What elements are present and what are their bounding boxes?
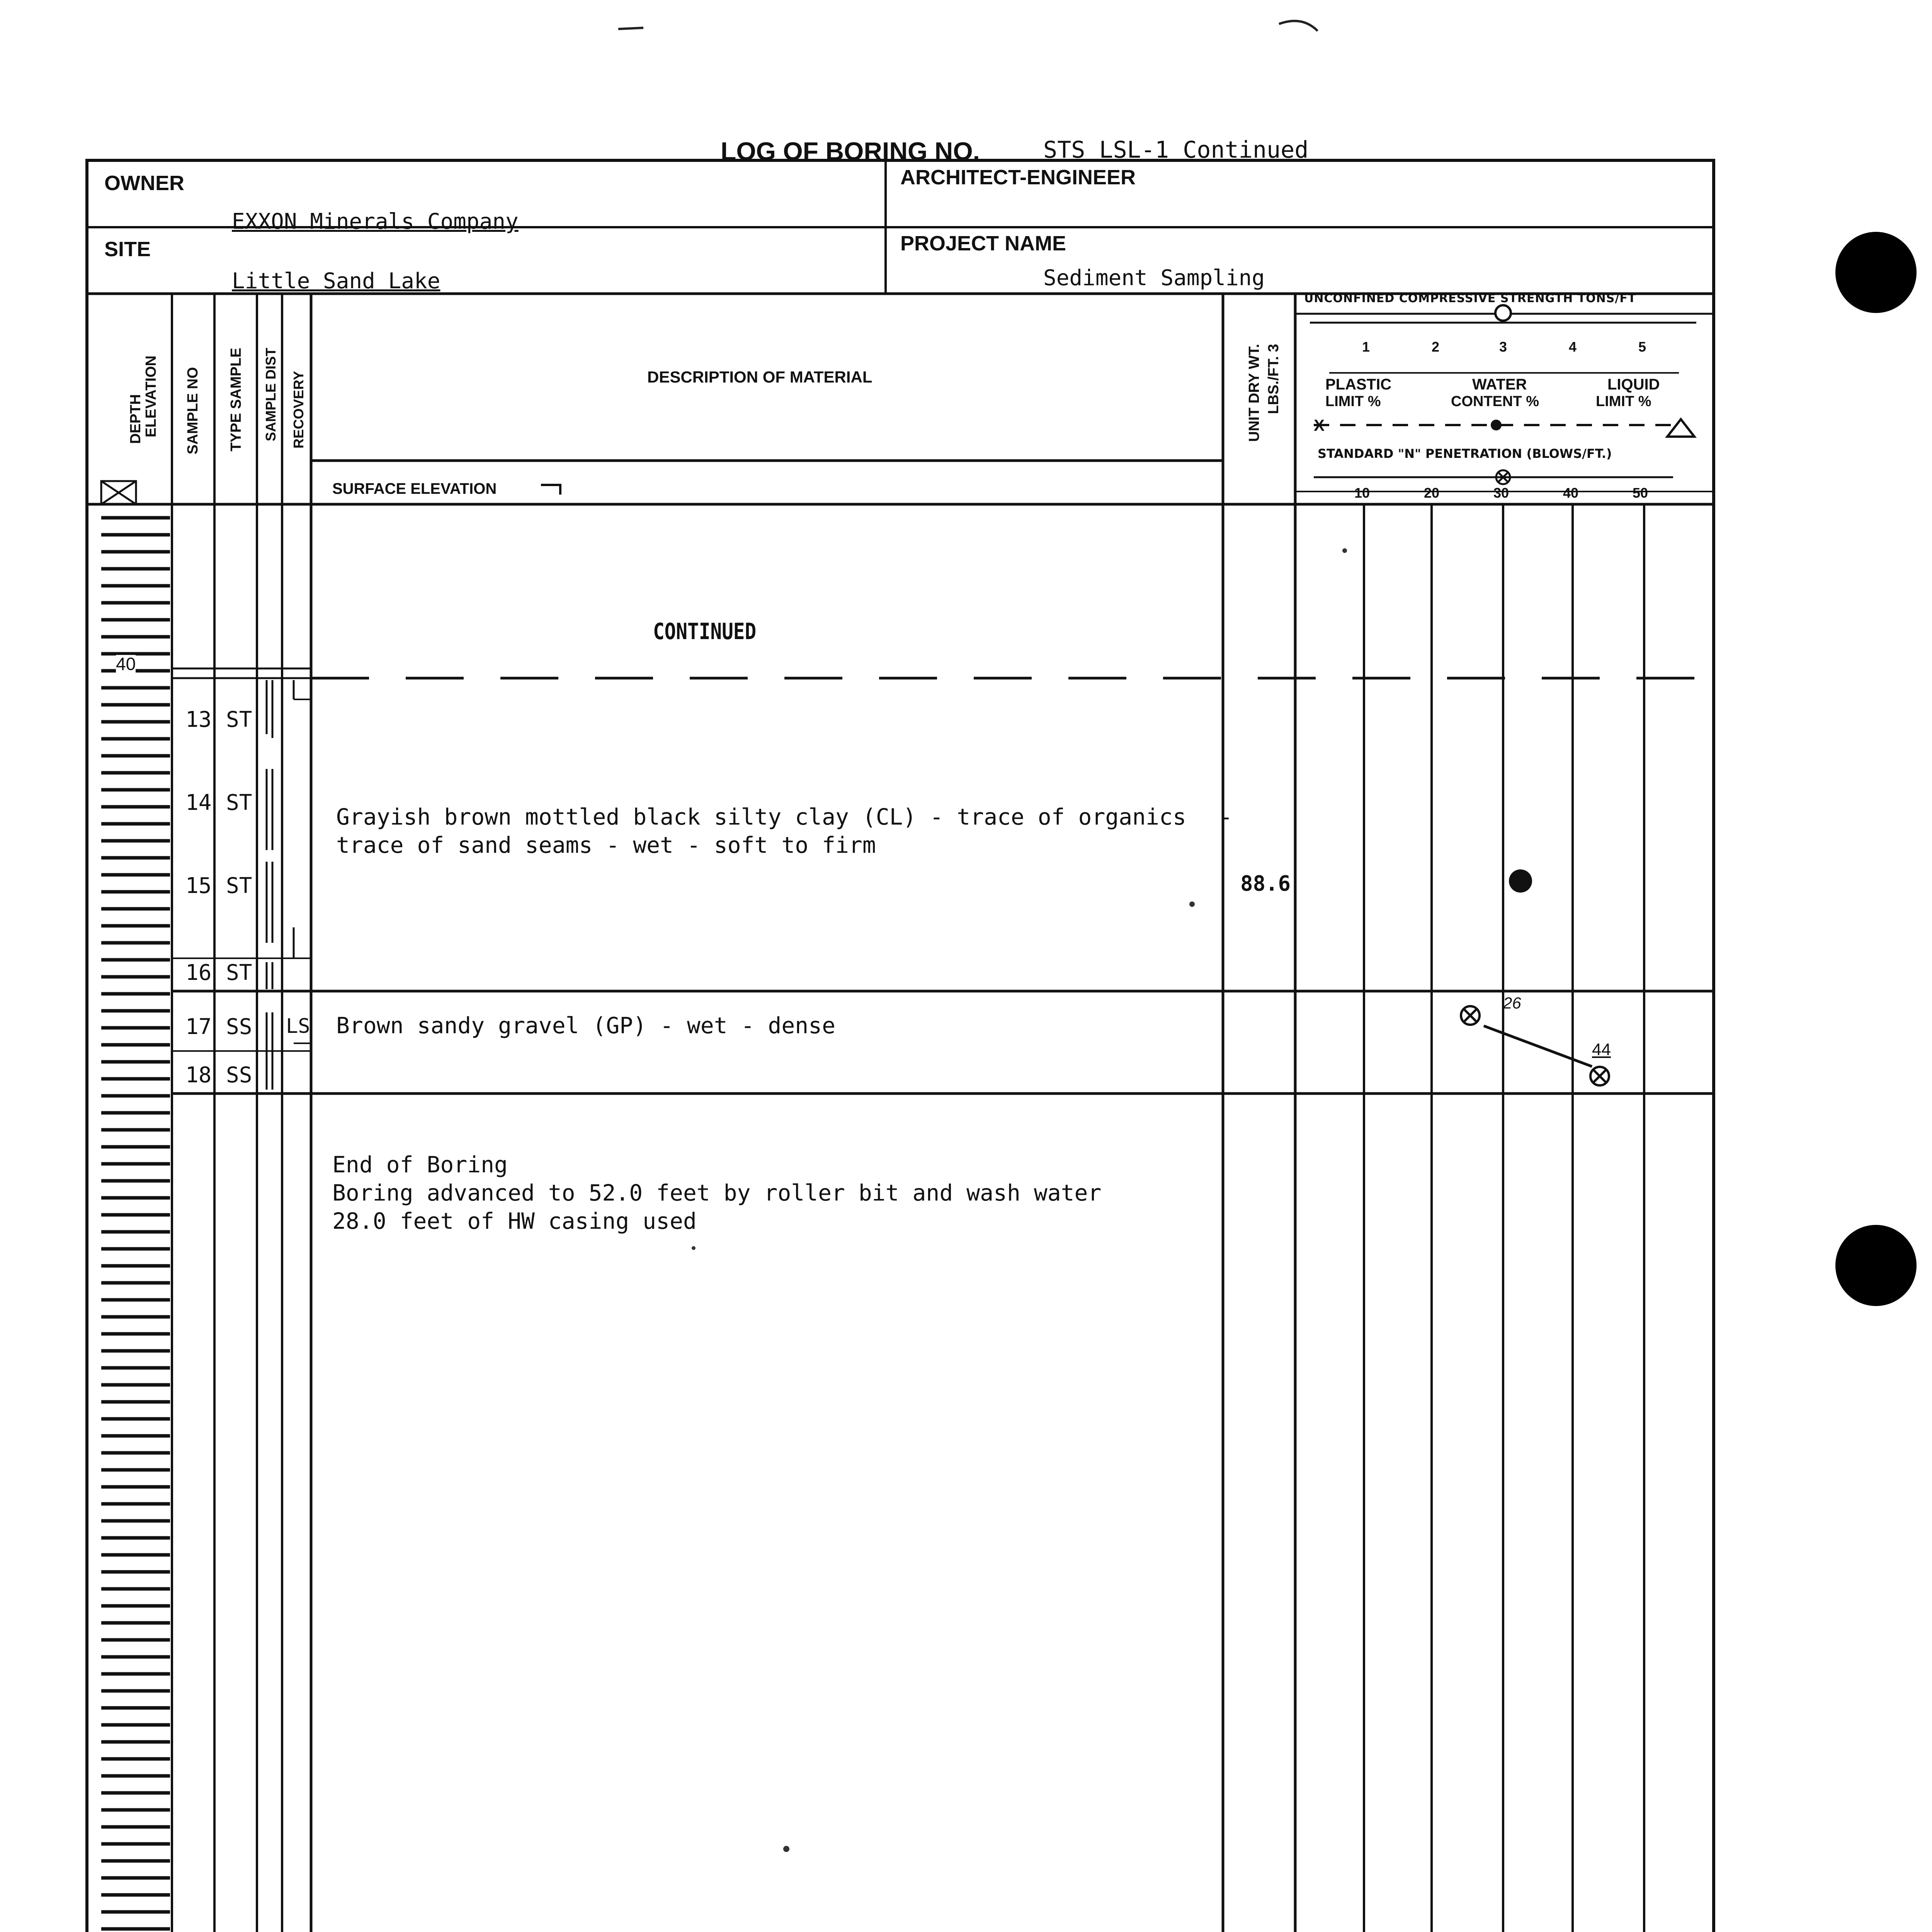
liquid-limit-label: LIQUID [1607, 376, 1660, 393]
unit-dry-wt-header: UNIT DRY WT. [1246, 344, 1262, 442]
penetration-tick-1: 20 [1424, 485, 1440, 501]
dry-weight-value: 88.6 [1240, 871, 1291, 896]
boring-number: STS LSL-1 Continued [1043, 136, 1309, 163]
project-value: Sediment Sampling [1043, 265, 1265, 291]
sample-type: ST [226, 873, 252, 898]
penetration-tick-4: 50 [1633, 485, 1648, 501]
n-value-label-1: 26 [1503, 994, 1521, 1012]
form-title: LOG OF BORING NO. [721, 137, 980, 165]
unit-dry-wt-units: LBS./FT. 3 [1265, 344, 1282, 414]
sample-number: 15 [185, 873, 212, 898]
project-label: PROJECT NAME [900, 232, 1066, 255]
compressive-tick-4: 5 [1638, 339, 1646, 355]
penetration-tick-2: 30 [1493, 485, 1509, 501]
water-content-label: WATER [1472, 376, 1527, 393]
compressive-strength-label: UNCONFINED COMPRESSIVE STRENGTH TONS/FT [1304, 292, 1636, 305]
sample-dist-header: SAMPLE DIST [263, 348, 279, 442]
penetration-label: STANDARD "N" PENETRATION (BLOWS/FT.) [1318, 446, 1612, 461]
sample-type: ST [226, 707, 252, 732]
sample-number: 16 [185, 960, 212, 985]
sample-type: SS [226, 1063, 252, 1088]
sample-number: 18 [185, 1063, 212, 1088]
recovery-header: RECOVERY [291, 371, 306, 449]
layer1-dash: - [1219, 804, 1233, 830]
penetration-line [1484, 1026, 1592, 1066]
compressive-tick-0: 1 [1362, 339, 1370, 355]
surface-elevation-label: SURFACE ELEVATION [332, 480, 497, 497]
description-header: DESCRIPTION OF MATERIAL [647, 368, 872, 386]
compressive-tick-2: 3 [1499, 339, 1507, 355]
water-content-point [1509, 869, 1532, 893]
sample-number: 13 [185, 707, 212, 732]
sample-number: 17 [185, 1014, 212, 1039]
site-label: SITE [104, 238, 151, 261]
depth-marker: 40 [116, 654, 136, 674]
type-sample-header: TYPE SAMPLE [228, 348, 244, 452]
n-value-label-2: 44 [1592, 1040, 1611, 1059]
sample-no-header: SAMPLE NO [185, 367, 201, 454]
layer1-description-line2: trace of sand seams - wet - soft to firm [336, 832, 876, 858]
water-content-label-2: CONTENT % [1451, 393, 1539, 410]
liquid-limit-label-2: LIMIT % [1596, 393, 1651, 410]
end-of-boring: End of Boring [332, 1151, 508, 1178]
layer1-description-line1: Grayish brown mottled black silty clay (CL) - trace of organics [336, 804, 1186, 830]
depth-header: DEPTH [128, 394, 144, 444]
penetration-point-1 [1461, 1006, 1480, 1025]
site-value: Little Sand Lake [232, 269, 440, 294]
elevation-header: ELEVATION [143, 355, 159, 437]
architect-label: ARCHITECT-ENGINEER [900, 166, 1136, 189]
sample-type: ST [226, 960, 252, 985]
continued-label: CONTINUED [653, 618, 757, 645]
sample-number: 14 [185, 790, 212, 815]
layer2-description: Brown sandy gravel (GP) - wet - dense [336, 1012, 836, 1039]
penetration-tick-0: 10 [1354, 485, 1370, 501]
plastic-limit-symbol: X [1314, 416, 1325, 434]
owner-value: EXXON Minerals Company [232, 209, 519, 234]
plastic-limit-label: PLASTIC [1325, 376, 1392, 393]
plastic-limit-label-2: LIMIT % [1325, 393, 1381, 410]
end-of-boring-note-1: Boring advanced to 52.0 feet by roller bit and wash water [332, 1180, 1102, 1206]
sample-type: SS [226, 1014, 252, 1039]
compressive-tick-1: 2 [1432, 339, 1440, 355]
sample-type: ST [226, 790, 252, 815]
sample-dist-note: LS [286, 1015, 310, 1038]
penetration-point-2 [1590, 1067, 1609, 1085]
owner-label: OWNER [104, 172, 184, 195]
end-of-boring-note-2: 28.0 feet of HW casing used [332, 1208, 697, 1234]
penetration-tick-3: 40 [1563, 485, 1579, 501]
depth-scale-ticks [101, 518, 170, 1932]
compressive-tick-3: 4 [1569, 339, 1577, 355]
